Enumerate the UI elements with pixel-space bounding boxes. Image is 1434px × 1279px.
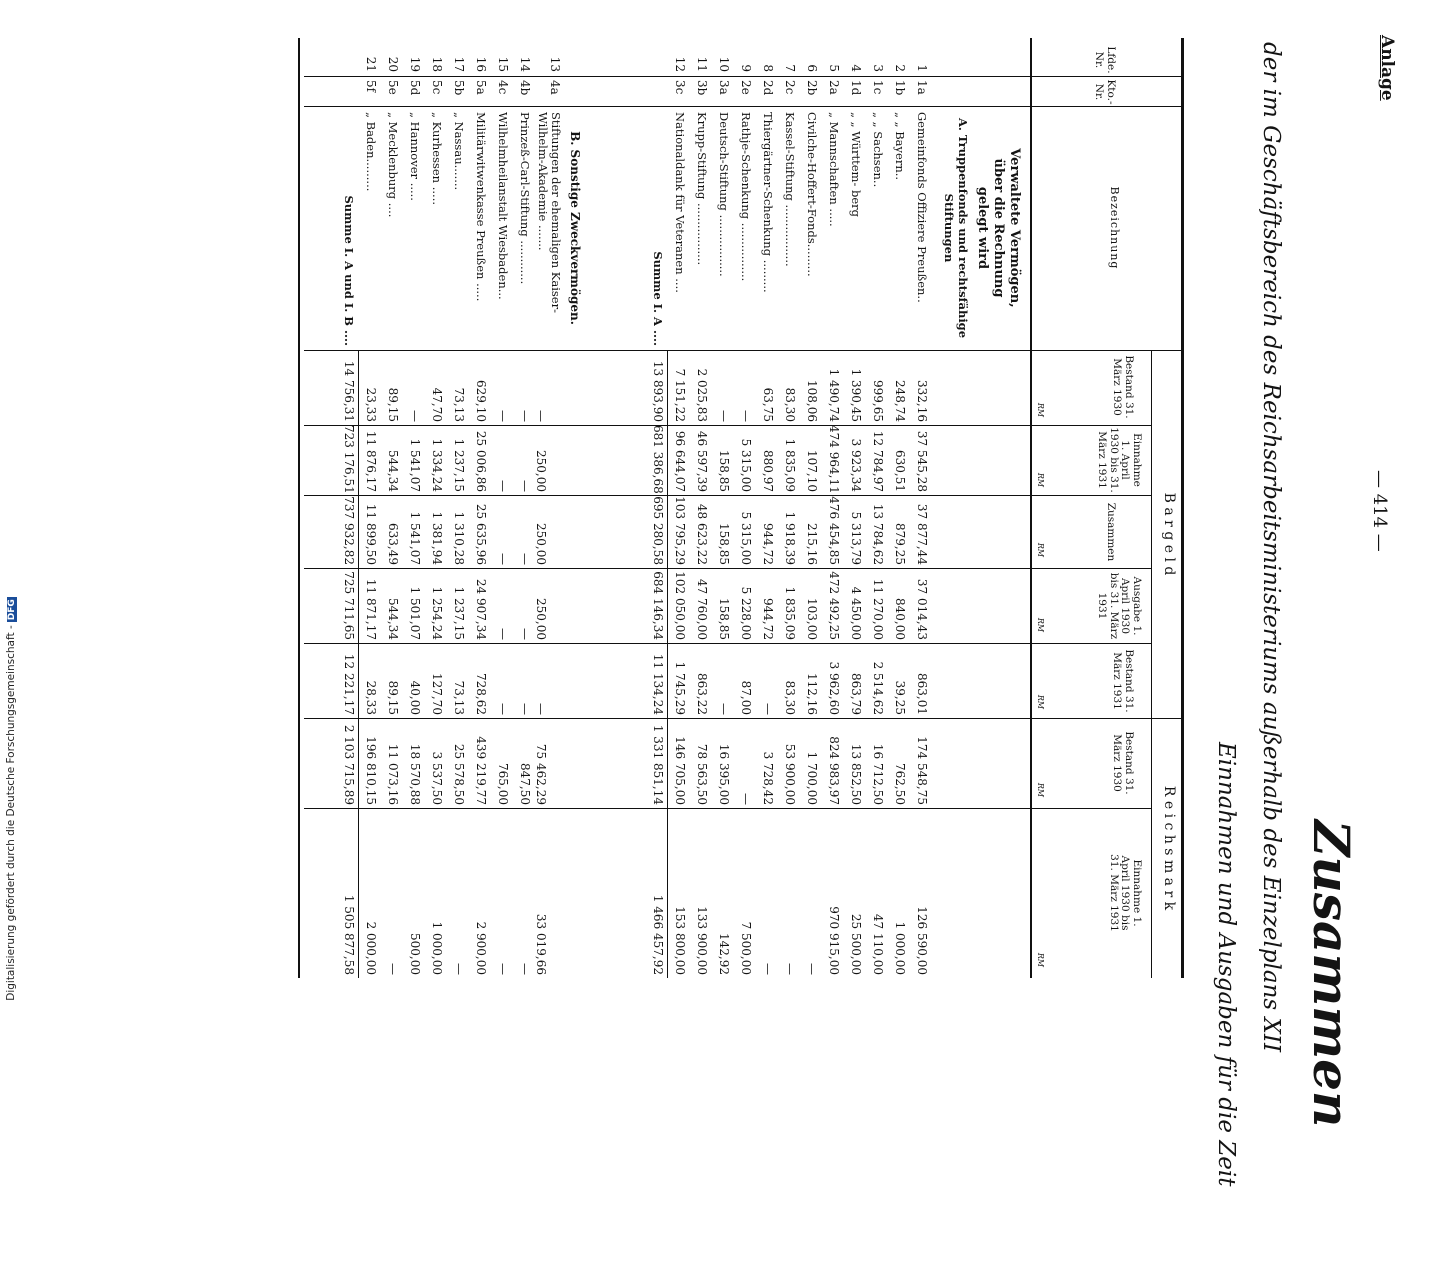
cell-amount: 196 810,15 — [364, 736, 378, 805]
cell-amount: — — [739, 410, 753, 422]
cell-amount: 3 728,42 — [761, 751, 775, 805]
footer-text: Digitalisierung gefördert durch die Deutsche Forschungsgemeinschaft - — [5, 625, 17, 1001]
document-subtitle-2: Einnahmen und Ausgaben für die Zeit — [1213, 742, 1239, 1187]
cell-lfd-nr: 1 — [915, 64, 929, 72]
cell-amount: — — [518, 628, 532, 640]
cell-amount: 1 835,09 — [783, 438, 797, 492]
col-divider — [304, 106, 1184, 107]
cell-amount: 47,70 — [430, 387, 444, 422]
cell-amount: 476 454,85 — [827, 496, 841, 565]
cell-amount: 126 590,00 — [915, 906, 929, 975]
cell-amount: 107,10 — [805, 450, 819, 492]
cell-amount: 2 103 715,89 — [342, 724, 356, 805]
cell-amount: 4 450,00 — [849, 586, 863, 640]
header-lfd-nr: Lfde. Nr. — [1093, 46, 1117, 74]
cell-amount: 83,30 — [783, 680, 797, 715]
cell-amount: 78 563,50 — [695, 743, 709, 805]
unit-label: RM — [1036, 402, 1045, 418]
cell-amount: 7 151,22 — [673, 368, 687, 422]
cell-kto-nr: 4a — [548, 80, 562, 95]
cell-bezeichnung: „ Mecklenburg .... — [386, 112, 400, 218]
cell-amount: 46 597,39 — [695, 430, 709, 492]
cell-amount: — — [805, 963, 819, 975]
section-a-heading: A. Truppenfonds und rechtsfähige — [956, 117, 970, 339]
cell-amount: 1 334,24 — [430, 438, 444, 492]
cell-kto-nr: 3b — [695, 80, 709, 96]
cell-amount: — — [496, 410, 510, 422]
cell-amount: 439 219,77 — [474, 736, 488, 805]
cell-lfd-nr: 4 — [849, 64, 863, 72]
cell-amount: 1 000,00 — [430, 921, 444, 975]
cell-amount: 944,72 — [761, 598, 775, 640]
table-header-rule — [1030, 38, 1032, 978]
section-heading: über die Rechnung — [991, 158, 1006, 298]
cell-amount: 970 915,00 — [827, 906, 841, 975]
cell-amount: 737 932,82 — [342, 496, 356, 565]
cell-amount: 14 756,31 — [342, 360, 356, 422]
cell-amount: 25 006,86 — [474, 430, 488, 492]
cell-amount: — — [496, 963, 510, 975]
cell-bezeichnung: Stiftungen der ehemaligen Kaiser- Wilhelm-Akademie ....... — [536, 112, 563, 313]
cell-amount: 11 073,16 — [386, 743, 400, 805]
group-rule — [1151, 350, 1152, 718]
cell-kto-nr: 2e — [739, 80, 753, 95]
unit-label: RM — [1036, 782, 1045, 798]
section-heading: gelegt wird — [975, 186, 990, 270]
cell-lfd-nr: 13 — [548, 56, 562, 72]
cell-amount: 1 918,39 — [783, 511, 797, 565]
dfg-logo: DFG — [7, 599, 17, 621]
cell-kto-nr: 1b — [893, 80, 907, 96]
cell-amount: 102 050,00 — [673, 571, 687, 640]
cell-amount: 762,50 — [893, 763, 907, 805]
cell-kto-nr: 2c — [783, 80, 797, 95]
cell-amount: 728,62 — [474, 673, 488, 715]
section-a-heading: Stiftungen — [942, 193, 956, 263]
unit-label: RM — [1036, 472, 1045, 488]
cell-amount: 500,00 — [408, 933, 422, 975]
cell-amount: 33 019,66 — [534, 913, 548, 975]
cell-amount: 723 176,51 — [342, 425, 356, 494]
cell-amount: 1 237,15 — [452, 586, 466, 640]
cell-amount: 96 644,07 — [673, 430, 687, 492]
cell-amount: 48 623,22 — [695, 503, 709, 565]
cell-amount: 5 228,00 — [739, 586, 753, 640]
cell-amount: 11 134,24 — [651, 653, 665, 715]
cell-amount: 2 025,83 — [695, 368, 709, 422]
sum-rule — [667, 350, 668, 978]
cell-amount: 824 983,97 — [827, 736, 841, 805]
cell-amount: 2 900,00 — [474, 921, 488, 975]
cell-amount: — — [408, 410, 422, 422]
cell-amount: 146 705,00 — [673, 736, 687, 805]
cell-lfd-nr: 15 — [496, 56, 510, 72]
cell-amount: 108,06 — [805, 380, 819, 422]
cell-lfd-nr: 14 — [518, 56, 532, 72]
cell-amount: 89,15 — [386, 680, 400, 715]
page-number: — 414 — — [1369, 470, 1390, 552]
cell-amount: 5 313,79 — [849, 511, 863, 565]
cell-amount: 87,00 — [739, 680, 753, 715]
cell-amount: 23,33 — [364, 387, 378, 422]
cell-amount: 248,74 — [893, 380, 907, 422]
cell-amount: 73,13 — [452, 680, 466, 715]
cell-amount: 2 000,00 — [364, 921, 378, 975]
cell-amount: 133 900,00 — [695, 906, 709, 975]
cell-amount: — — [518, 703, 532, 715]
cell-amount: 215,16 — [805, 523, 819, 565]
cell-amount: 12 221,17 — [342, 653, 356, 715]
cell-amount: 1 501,07 — [408, 586, 422, 640]
table-top-rule — [1181, 38, 1184, 978]
cell-lfd-nr: 7 — [783, 64, 797, 72]
cell-bezeichnung: Rathje-Schenkung ................ — [739, 112, 753, 282]
cell-bezeichnung: Deutsch-Stiftung ................. — [717, 112, 731, 277]
cell-amount: 75 462,29 — [534, 743, 548, 805]
cell-bezeichnung: „ Mannschaften ..... — [827, 112, 841, 227]
cell-amount: 1 254,24 — [430, 586, 444, 640]
cell-amount: 3 537,50 — [430, 751, 444, 805]
cell-amount: 544,34 — [386, 598, 400, 640]
cell-amount: — — [496, 628, 510, 640]
cell-amount: 37 545,28 — [915, 430, 929, 492]
cell-kto-nr: 1a — [915, 80, 929, 95]
cell-amount: 153 800,00 — [673, 906, 687, 975]
cell-amount: 103 795,29 — [673, 496, 687, 565]
cell-amount: 7 500,00 — [739, 921, 753, 975]
cell-amount: 13 893,90 — [651, 360, 665, 422]
cell-lfd-nr: 19 — [408, 56, 422, 72]
cell-amount: 999,65 — [871, 380, 885, 422]
header-bar-zusammen: Zusammen — [1105, 502, 1117, 562]
cell-amount: 1 541,07 — [408, 438, 422, 492]
cell-amount: — — [496, 553, 510, 565]
cell-amount: — — [496, 703, 510, 715]
cell-kto-nr: 3a — [717, 80, 731, 95]
cell-kto-nr: 5d — [408, 80, 422, 96]
cell-amount: 1 237,15 — [452, 438, 466, 492]
cell-bezeichnung: „ „ Württem- berg — [849, 112, 863, 218]
digitization-footer — [5, 319, 19, 1279]
cell-amount: 25 500,00 — [849, 913, 863, 975]
cell-kto-nr: 5a — [474, 80, 488, 95]
cell-amount: 863,01 — [915, 673, 929, 715]
cell-bezeichnung: Summe I. A .... — [651, 251, 665, 346]
cell-bezeichnung: Kassel-Stiftung ................. — [783, 112, 797, 267]
col-divider — [304, 76, 1184, 77]
header-kto-nr: Kto.- Nr. — [1093, 79, 1117, 105]
header-reichsmark: R e i c h s m a r k — [1161, 785, 1177, 911]
cell-amount: 1 331 851,14 — [651, 724, 665, 805]
table-bottom-rule — [298, 38, 300, 978]
col-divider — [304, 350, 1184, 351]
header-bar-bestand-1930: Bestand 31. März 1930 — [1111, 355, 1135, 419]
cell-amount: — — [739, 793, 753, 805]
cell-kto-nr: 1c — [871, 80, 885, 95]
cell-amount: — — [534, 703, 548, 715]
cell-amount: 684 146,34 — [651, 571, 665, 640]
cell-amount: 695 280,58 — [651, 496, 665, 565]
cell-amount: 40,00 — [408, 680, 422, 715]
cell-amount: 250,00 — [534, 598, 548, 640]
document-title: Zusammen — [1302, 820, 1361, 1128]
cell-amount: 879,25 — [893, 523, 907, 565]
unit-label: RM — [1036, 694, 1045, 710]
cell-kto-nr: 5e — [386, 80, 400, 95]
cell-amount: 112,16 — [805, 673, 819, 715]
cell-lfd-nr: 5 — [827, 64, 841, 72]
cell-bezeichnung: Gemeinfonds Offiziere Preußen.. — [915, 112, 929, 303]
header-bar-bestand-1931: Bestand 31. März 1931 — [1111, 649, 1135, 713]
cell-amount: 13 784,62 — [871, 503, 885, 565]
anlage-label: Anlage — [1377, 35, 1397, 101]
section-heading: Verwaltete Vermögen, — [1007, 148, 1022, 308]
cell-amount: 73,13 — [452, 387, 466, 422]
header-bar-einnahme: Einnahme 1. April 1930 bis 31. März 1931 — [1096, 427, 1143, 493]
header-bar-ausgabe: Ausgabe 1. April 1930 bis 31. März 1931 — [1096, 572, 1143, 640]
cell-lfd-nr: 2 — [893, 64, 907, 72]
cell-amount: 158,85 — [717, 523, 731, 565]
cell-amount: 633,49 — [386, 523, 400, 565]
cell-kto-nr: 5b — [452, 80, 466, 96]
cell-amount: — — [534, 410, 548, 422]
cell-amount: — — [518, 410, 532, 422]
cell-amount: 16 712,50 — [871, 743, 885, 805]
cell-amount: 1 745,29 — [673, 661, 687, 715]
cell-bezeichnung: „ „ Sachsen.. — [871, 112, 885, 188]
cell-amount: — — [386, 963, 400, 975]
header-rm-einnahme: Einnahme 1. April 1930 bis 31. März 1931 — [1107, 854, 1143, 932]
cell-bezeichnung: Nationaldank für Veteranen .... — [673, 112, 687, 293]
cell-amount: 25 578,50 — [452, 743, 466, 805]
cell-lfd-nr: 21 — [364, 56, 378, 72]
cell-amount: 3 962,60 — [827, 661, 841, 715]
cell-kto-nr: 2d — [761, 80, 775, 96]
cell-amount: 11 871,17 — [364, 578, 378, 640]
cell-amount: 11 899,50 — [364, 503, 378, 565]
cell-amount: 474 964,11 — [827, 425, 841, 494]
cell-lfd-nr: 10 — [717, 56, 731, 72]
unit-label: RM — [1036, 542, 1045, 558]
document-subtitle: der im Geschäftsbereich des Reichsarbeitsministeriums außerhalb des Einzelplans XII — [1258, 42, 1284, 1053]
cell-amount: 250,00 — [534, 523, 548, 565]
cell-lfd-nr: 18 — [430, 56, 444, 72]
cell-amount: — — [717, 410, 731, 422]
cell-lfd-nr: 17 — [452, 56, 466, 72]
cell-amount: 89,15 — [386, 387, 400, 422]
cell-amount: 1 490,74 — [827, 368, 841, 422]
cell-amount: 629,10 — [474, 380, 488, 422]
cell-amount: 1 310,28 — [452, 511, 466, 565]
cell-kto-nr: 2a — [827, 80, 841, 95]
cell-bezeichnung: „ „ Bayern.. — [893, 112, 907, 181]
cell-lfd-nr: 12 — [673, 56, 687, 72]
cell-amount: 24 907,34 — [474, 578, 488, 640]
unit-label: RM — [1036, 617, 1045, 633]
cell-amount: — — [783, 963, 797, 975]
cell-amount: 83,30 — [783, 387, 797, 422]
cell-amount: 47 760,00 — [695, 578, 709, 640]
cell-amount: 158,85 — [717, 598, 731, 640]
cell-amount: 472 492,25 — [827, 571, 841, 640]
cell-amount: 332,16 — [915, 380, 929, 422]
cell-bezeichnung: Prinzeß-Carl-Stiftung ............ — [518, 112, 532, 285]
cell-amount: 53 900,00 — [783, 743, 797, 805]
cell-amount: 142,92 — [717, 933, 731, 975]
cell-amount: — — [452, 963, 466, 975]
cell-kto-nr: 2b — [805, 80, 819, 96]
cell-amount: 863,22 — [695, 673, 709, 715]
cell-amount: 630,51 — [893, 450, 907, 492]
cell-bezeichnung: Wilhelmheilanstalt Wiesbaden... — [496, 112, 510, 300]
cell-amount: 47 110,00 — [871, 913, 885, 975]
cell-amount: — — [518, 963, 532, 975]
cell-amount: — — [761, 963, 775, 975]
cell-bezeichnung: „ Nassau....... — [452, 112, 466, 191]
cell-kto-nr: 3c — [673, 80, 687, 95]
sum-rule — [358, 350, 359, 978]
header-bezeichnung: Bezeichnung — [1108, 186, 1121, 270]
cell-amount: 18 570,88 — [408, 743, 422, 805]
cell-amount: 174 548,75 — [915, 736, 929, 805]
cell-amount: 840,00 — [893, 598, 907, 640]
section-b-heading: B. Sonstige Zweckvermögen. — [568, 131, 582, 325]
cell-amount: 25 635,96 — [474, 503, 488, 565]
cell-amount: 1 835,09 — [783, 586, 797, 640]
cell-amount: 11 876,17 — [364, 430, 378, 492]
cell-amount: — — [518, 480, 532, 492]
cell-amount: 2 514,62 — [871, 661, 885, 715]
cell-amount: — — [518, 553, 532, 565]
cell-bezeichnung: „ Baden......... — [364, 112, 378, 192]
cell-amount: 37 877,44 — [915, 503, 929, 565]
cell-lfd-nr: 6 — [805, 64, 819, 72]
cell-bezeichnung: Militärwitwenkasse Preußen ..... — [474, 112, 488, 302]
cell-amount: 1 700,00 — [805, 751, 819, 805]
cell-bezeichnung: Civilche-Hoffert-Fonds......... — [805, 112, 819, 277]
cell-amount: 1 381,94 — [430, 511, 444, 565]
cell-lfd-nr: 9 — [739, 64, 753, 72]
col-divider — [304, 808, 1152, 809]
cell-amount: 1 505 877,58 — [342, 894, 356, 975]
cell-kto-nr: 5f — [364, 80, 378, 93]
cell-amount: 158,85 — [717, 450, 731, 492]
cell-amount: 37 014,43 — [915, 578, 929, 640]
cell-amount: 250,00 — [534, 450, 548, 492]
cell-lfd-nr: 8 — [761, 64, 775, 72]
cell-amount: 28,33 — [364, 680, 378, 715]
cell-amount: 63,75 — [761, 387, 775, 422]
cell-amount: — — [496, 480, 510, 492]
cell-amount: — — [717, 703, 731, 715]
cell-amount: — — [761, 703, 775, 715]
cell-bezeichnung: Thiergärtner-Schenkung ......... — [761, 112, 775, 293]
cell-amount: 847,50 — [518, 763, 532, 805]
cell-kto-nr: 4b — [518, 80, 532, 96]
cell-amount: 944,72 — [761, 523, 775, 565]
cell-amount: 765,00 — [496, 763, 510, 805]
unit-label: RM — [1036, 952, 1045, 968]
cell-amount: 880,97 — [761, 450, 775, 492]
cell-bezeichnung: Summe I. A und I. B .... — [342, 195, 356, 346]
cell-amount: 1 390,45 — [849, 368, 863, 422]
cell-kto-nr: 1d — [849, 80, 863, 96]
cell-amount: 12 784,97 — [871, 430, 885, 492]
cell-amount: 39,25 — [893, 680, 907, 715]
cell-lfd-nr: 20 — [386, 56, 400, 72]
cell-lfd-nr: 11 — [695, 56, 709, 72]
cell-amount: 725 711,65 — [342, 571, 356, 640]
cell-amount: 544,34 — [386, 450, 400, 492]
group-rule — [1151, 718, 1152, 978]
header-bargeld: B a r g e l d — [1161, 492, 1177, 576]
cell-amount: 681 386,68 — [651, 425, 665, 494]
cell-kto-nr: 4c — [496, 80, 510, 95]
cell-amount: 3 923,34 — [849, 438, 863, 492]
cell-amount: 11 270,00 — [871, 578, 885, 640]
cell-amount: 863,79 — [849, 673, 863, 715]
cell-lfd-nr: 3 — [871, 64, 885, 72]
cell-bezeichnung: „ Kurhessen ..... — [430, 112, 444, 206]
cell-kto-nr: 5c — [430, 80, 444, 95]
cell-amount: 16 395,00 — [717, 743, 731, 805]
header-rm-bestand-1930: Bestand 31. März 1930 — [1111, 731, 1135, 795]
cell-lfd-nr: 16 — [474, 56, 488, 72]
cell-amount: 5 315,00 — [739, 511, 753, 565]
cell-bezeichnung: Krupp-Stiftung ................. — [695, 112, 709, 266]
cell-amount: 1 466 457,92 — [651, 894, 665, 975]
cell-amount: 1 000,00 — [893, 921, 907, 975]
cell-amount: 127,70 — [430, 673, 444, 715]
cell-amount: 13 852,50 — [849, 743, 863, 805]
cell-amount: 5 315,00 — [739, 438, 753, 492]
cell-bezeichnung: „ Hannover ..... — [408, 112, 422, 201]
cell-amount: 1 541,07 — [408, 511, 422, 565]
cell-amount: 103,00 — [805, 598, 819, 640]
